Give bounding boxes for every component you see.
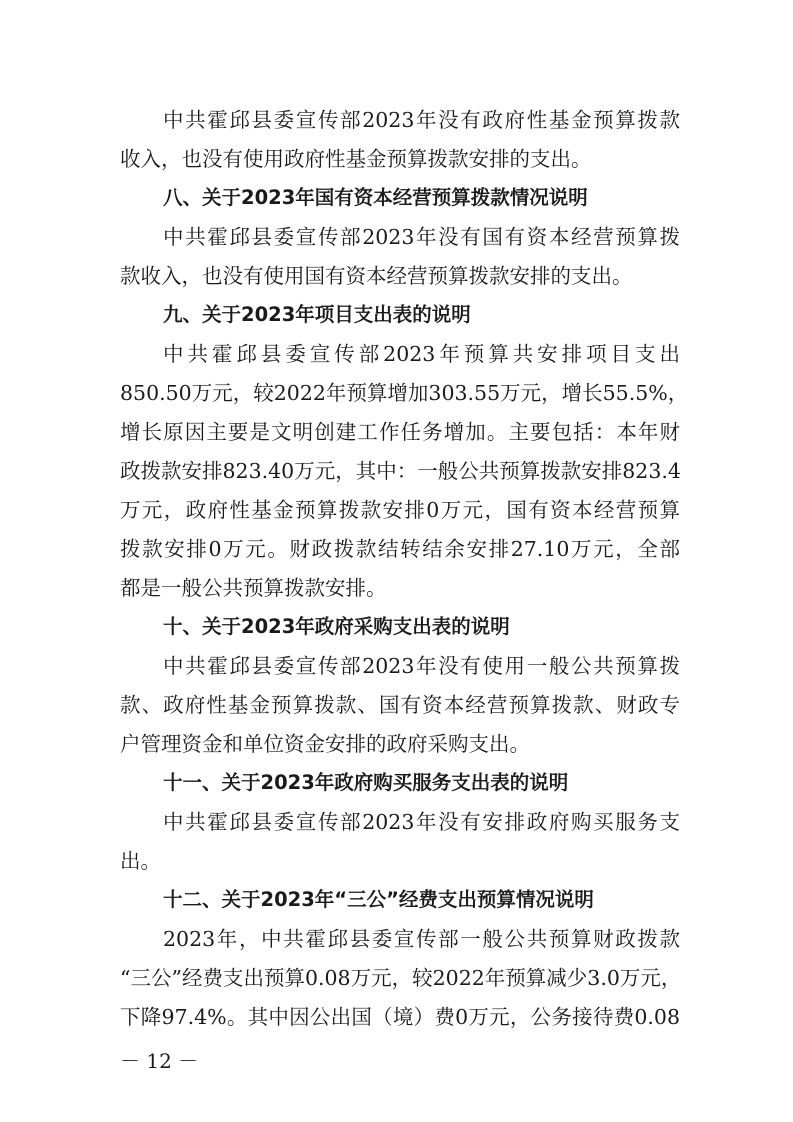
paragraph-line: 万元，政府性基金预算拨款安排0万元，国有资本经营预算 — [120, 498, 680, 522]
section-heading-12: 十二、关于2023年“三公”经费支出预算情况说明 — [163, 888, 594, 911]
paragraph-line: 中共霍邱县委宣传部2023年没有使用一般公共预算拨 — [163, 654, 680, 678]
paragraph-line: 中共霍邱县委宣传部2023年预算共安排项目支出 — [163, 342, 680, 366]
paragraph-line: 政拨款安排823.40万元，其中：一般公共预算拨款安排823.4 — [120, 459, 681, 483]
section-heading-11: 十一、关于2023年政府购买服务支出表的说明 — [163, 771, 569, 794]
paragraph-line: 中共霍邱县委宣传部2023年没有政府性基金预算拨款 — [163, 108, 680, 132]
paragraph-line: 2023年，中共霍邱县委宣传部一般公共预算财政拨款 — [163, 927, 680, 951]
paragraph-line: 中共霍邱县委宣传部2023年没有国有资本经营预算拨 — [163, 225, 680, 249]
paragraph-line: 拨款安排0万元。财政拨款结转结余安排27.10万元，全部 — [120, 537, 680, 561]
page-number: － 12 － — [120, 1049, 199, 1073]
paragraph-line: 下降97.4%。其中因公出国（境）费0万元，公务接待费0.08 — [120, 1005, 680, 1029]
paragraph-line: 出。 — [120, 849, 161, 873]
paragraph-line: “三公”经费支出预算0.08万元，较2022年预算减少3.0万元， — [120, 966, 682, 990]
paragraph-line: 户管理资金和单位资金安排的政府采购支出。 — [120, 732, 530, 756]
paragraph-line: 850.50万元，较2022年预算增加303.55万元，增长55.5%， — [120, 381, 689, 405]
paragraph-line: 款、政府性基金预算拨款、国有资本经营预算拨款、财政专 — [120, 693, 680, 717]
paragraph-line: 都是一般公共预算拨款安排。 — [120, 576, 387, 600]
paragraph-line: 中共霍邱县委宣传部2023年没有安排政府购买服务支 — [163, 810, 680, 834]
paragraph-line: 收入，也没有使用政府性基金预算拨款安排的支出。 — [120, 147, 592, 171]
paragraph-line: 增长原因主要是文明创建工作任务增加。主要包括：本年财 — [120, 420, 680, 444]
section-heading-8: 八、关于2023年国有资本经营预算拨款情况说明 — [163, 186, 588, 209]
paragraph-line: 款收入，也没有使用国有资本经营预算拨款安排的支出。 — [120, 264, 633, 288]
section-heading-10: 十、关于2023年政府采购支出表的说明 — [163, 615, 510, 638]
section-heading-9: 九、关于2023年项目支出表的说明 — [163, 303, 471, 326]
